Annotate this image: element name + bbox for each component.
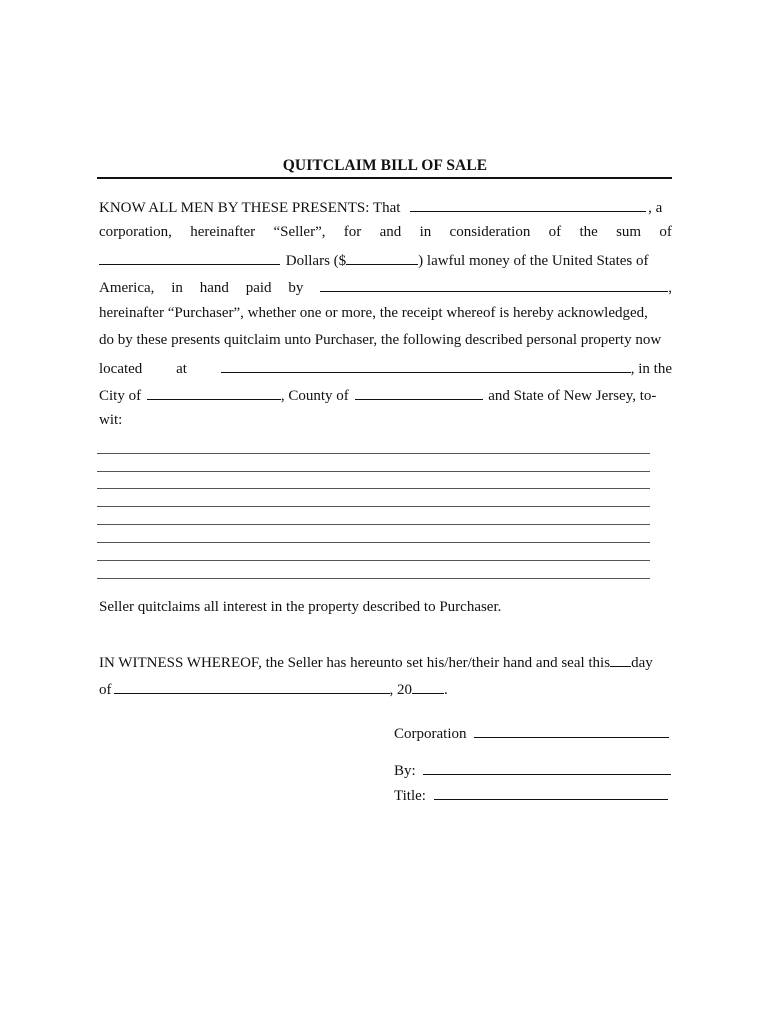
word: of — [548, 224, 562, 240]
para1-line5: hereinafter “Purchaser”, whether one or more, the receipt whereof is hereby acknowledged, — [99, 305, 648, 321]
witness-line2 — [99, 679, 448, 699]
county-blank[interactable] — [355, 385, 483, 400]
seller-name-blank[interactable] — [410, 197, 646, 212]
by-line — [394, 760, 673, 780]
para1-line1 — [99, 197, 662, 217]
city-of-text: City of — [99, 388, 142, 404]
description-line[interactable] — [97, 471, 650, 472]
description-line[interactable] — [97, 506, 650, 507]
description-line[interactable] — [97, 578, 650, 579]
para1-line7 — [99, 358, 672, 378]
purchaser-name-blank[interactable] — [320, 277, 668, 292]
description-line[interactable] — [97, 453, 650, 454]
purchaser-field — [320, 277, 672, 297]
month-blank[interactable] — [114, 679, 390, 694]
description-line[interactable] — [97, 524, 650, 525]
description-line[interactable] — [97, 560, 650, 561]
description-line[interactable] — [97, 488, 650, 489]
word: at — [176, 361, 187, 377]
word: America, — [99, 280, 155, 296]
lawful-money-text: ) lawful money of the United States of — [418, 253, 649, 269]
day-blank[interactable] — [610, 652, 631, 667]
of-text: of — [99, 682, 112, 698]
word: located — [99, 361, 143, 377]
period-text: . — [444, 682, 448, 698]
comma-a-text: , a — [648, 200, 663, 216]
word: “Seller”, — [273, 224, 326, 240]
word: corporation, — [99, 224, 172, 240]
para1-line3 — [99, 250, 649, 270]
year-prefix-text: , 20 — [389, 682, 412, 698]
in-the-text: , in the — [630, 361, 672, 377]
signature-blank[interactable] — [423, 760, 671, 775]
know-all-men-text: KNOW ALL MEN BY THESE PRESENTS: That — [99, 200, 401, 216]
word: and — [379, 224, 402, 240]
comma-text: , — [668, 280, 672, 296]
word: by — [288, 280, 304, 296]
amount-words-blank[interactable] — [99, 250, 280, 265]
location-field — [221, 358, 672, 378]
title-label: Title: — [394, 788, 426, 804]
para1-line9: wit: — [99, 412, 123, 428]
day-text: day — [631, 655, 653, 671]
corporation-label: Corporation — [394, 726, 467, 742]
document-title: QUITCLAIM BILL OF SALE — [282, 157, 488, 174]
description-line[interactable] — [97, 542, 650, 543]
word: of — [659, 224, 672, 240]
year-blank[interactable] — [412, 679, 444, 694]
word: hereinafter — [190, 224, 256, 240]
word: in — [419, 224, 432, 240]
witness-line1 — [99, 652, 653, 672]
title-underline — [97, 177, 672, 179]
title-line — [394, 785, 670, 805]
word: sum — [616, 224, 642, 240]
location-blank[interactable] — [221, 358, 631, 373]
word: the — [579, 224, 598, 240]
word: hand — [199, 280, 229, 296]
word: for — [343, 224, 362, 240]
para1-line4 — [99, 277, 672, 297]
title-blank[interactable] — [434, 785, 668, 800]
para1-line6: do by these presents quitclaim unto Purchaser, the following described personal property now — [99, 332, 662, 348]
para1-line8 — [99, 385, 656, 405]
para1-line2 — [99, 223, 672, 241]
witness-text: IN WITNESS WHEREOF, the Seller has hereunto set his/her/their hand and seal this — [99, 655, 611, 671]
dollars-text: Dollars ($ — [285, 253, 347, 269]
quitclaim-statement: Seller quitclaims all interest in the property described to Purchaser. — [99, 599, 502, 615]
word: consideration — [449, 224, 531, 240]
corporation-name-blank[interactable] — [474, 723, 669, 738]
by-label: By: — [394, 763, 416, 779]
county-of-text: , County of — [280, 388, 349, 404]
word: in — [171, 280, 183, 296]
word: paid — [245, 280, 272, 296]
amount-number-blank[interactable] — [346, 250, 418, 265]
city-blank[interactable] — [147, 385, 281, 400]
state-text: and State of New Jersey, to- — [488, 388, 657, 404]
corporation-line — [394, 723, 671, 743]
